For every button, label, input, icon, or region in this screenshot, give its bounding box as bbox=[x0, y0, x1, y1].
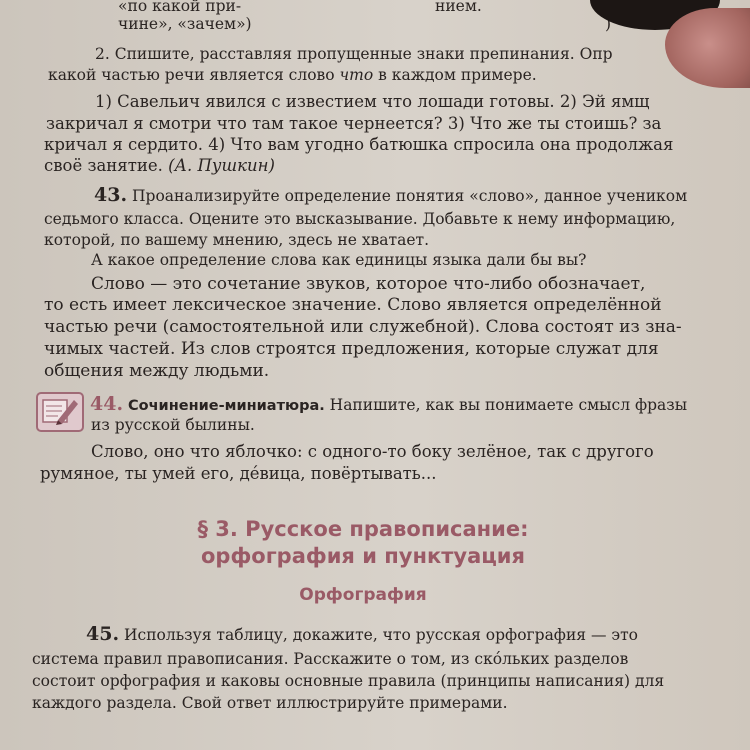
task44-line1 bbox=[90, 395, 687, 415]
task2-example-1: 1) Савельич явился с известием что лошади готовы. 2) Эй ямщ bbox=[95, 92, 650, 111]
task43-question: А какое определение слова как единицы языка дали бы вы? bbox=[91, 251, 587, 269]
task45-line1-text: Используя таблицу, докажите, что русская орфография — это bbox=[124, 626, 638, 644]
task44-line2: из русской былины. bbox=[91, 416, 255, 434]
task43-definition-2: то есть имеет лексическое значение. Слово является определённой bbox=[44, 295, 662, 315]
task2-author: (А. Пушкин) bbox=[168, 156, 275, 175]
task2-line1: 2. Спишите, расставляя пропущенные знаки препинания. Опр bbox=[95, 45, 613, 63]
task43-definition-4: чимых частей. Из слов строятся предложения, которые служат для bbox=[44, 339, 659, 359]
task2-word-chto: что bbox=[339, 66, 374, 84]
task45-line2: система правил правописания. Расскажите о том, из скóльких разделов bbox=[32, 650, 629, 668]
pencil-notebook-icon-graphic bbox=[38, 394, 82, 430]
task45-line3: состоит орфография и каковы основные правила (принципы написания) для bbox=[32, 672, 665, 690]
task43-definition-3: частью речи (самостоятельной или служебной). Слова состоят из зна- bbox=[44, 317, 682, 337]
table-cell-fragment: ) bbox=[605, 15, 612, 33]
task43-definition-1: Слово — это сочетание звуков, которое что-либо обозначает, bbox=[91, 274, 646, 294]
task44-quote-1: Слово, оно что яблочко: с одного-то боку зелёное, так с другого bbox=[91, 442, 654, 461]
pencil-notebook-icon bbox=[36, 392, 84, 432]
task43-number: 43. bbox=[94, 184, 128, 206]
task2-line2-end: в каждом примере. bbox=[373, 66, 537, 84]
table-cell-reason-1: «по какой при- bbox=[118, 0, 242, 15]
task43-line2: седьмого класса. Оцените это высказывание. Добавьте к нему информацию, bbox=[44, 210, 676, 228]
task2-example-2: закричал я смотри что там такое чернеется? 3) Что же ты стоишь? за bbox=[46, 114, 662, 133]
task2-example-4-text: своё занятие. bbox=[44, 156, 169, 175]
task43-line3: которой, по вашему мнению, здесь не хватает. bbox=[44, 231, 430, 249]
task44-quote-2: румяное, ты умей его, дéвица, повёртывать... bbox=[40, 464, 437, 483]
task45-number: 45. bbox=[86, 623, 120, 645]
section-title-2: орфография и пунктуация bbox=[200, 544, 526, 568]
task2-line2-start: какой частью речи является слово bbox=[48, 66, 340, 84]
task44-label: Сочинение-миниатюра. bbox=[128, 398, 325, 414]
task2-example-4 bbox=[44, 157, 275, 175]
task43-line1 bbox=[94, 186, 687, 205]
task2-line2 bbox=[48, 66, 537, 84]
task43-definition-5: общения между людьми. bbox=[44, 361, 270, 381]
task45-line1 bbox=[86, 625, 638, 644]
task44-line1-text: Напишите, как вы понимаете смысл фразы bbox=[324, 396, 688, 414]
task44-number: 44. bbox=[90, 393, 124, 415]
task2-example-3: кричал я сердито. 4) Что вам угодно батюшка спросила она продолжая bbox=[44, 135, 674, 154]
finger-photo-occlusion bbox=[665, 8, 750, 88]
task45-line4: каждого раздела. Свой ответ иллюстрируйте примерами. bbox=[32, 694, 508, 712]
table-cell-right: нием. bbox=[435, 0, 482, 15]
section-subtitle: Орфография bbox=[299, 585, 427, 605]
section-title-1: § 3. Русское правописание: bbox=[197, 517, 529, 541]
task43-line1-text: Проанализируйте определение понятия «слово», данное учеником bbox=[132, 187, 688, 205]
table-cell-reason-2: чине», «зачем») bbox=[118, 15, 252, 33]
